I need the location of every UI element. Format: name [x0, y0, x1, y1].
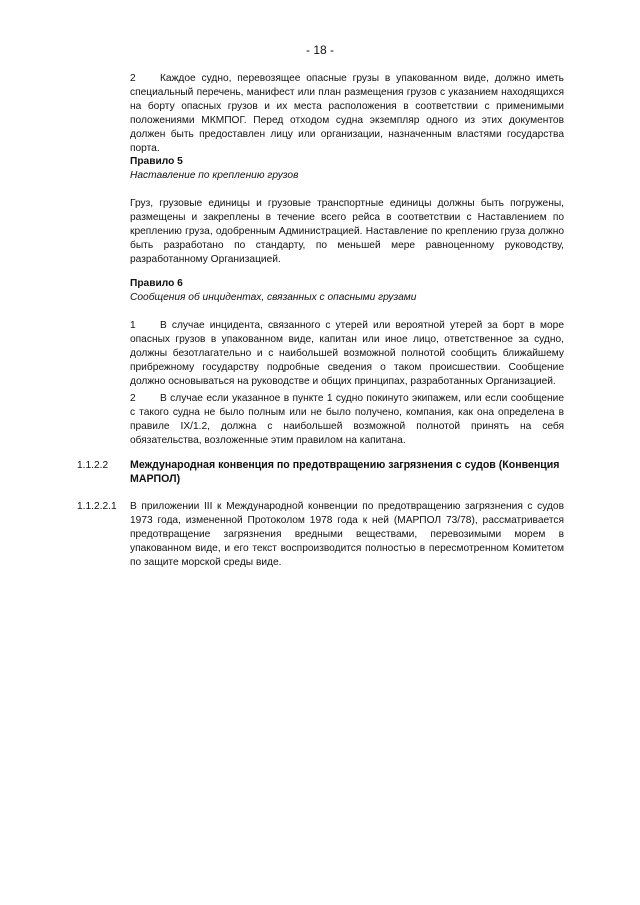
paragraph-number: 2 — [130, 393, 136, 404]
rule-5-subtitle: Наставление по креплению грузов — [130, 169, 299, 181]
paragraph-2-cargo-list — [130, 72, 564, 155]
rule-5-title: Правило 5 — [130, 156, 183, 167]
rule-6-paragraph-1 — [130, 319, 564, 389]
paragraph-number: 1 — [130, 320, 136, 331]
page-number: - 18 - — [305, 43, 334, 57]
paragraph-text: Каждое судно, перевозящее опасные грузы в упакованном виде, должно иметь специальный перечень, манифест или план размещения грузов с указанием находящихся на борту опасных грузов и их места расположения в соответствии с применимыми положениями МКМПОГ. Перед отходом судна экземпляр одного из этих документов должен быть предоставлен лицу или организации, назначенным властями государства порта. — [130, 73, 564, 154]
paragraph-number: 2 — [130, 73, 136, 84]
section-1122-title: Международная конвенция по предотвращению загрязнения с судов (Конвенция МАРПОЛ) — [130, 459, 560, 485]
section-1122-number: 1.1.2.2 — [77, 460, 109, 471]
rule-6-subtitle: Сообщения об инцидентах, связанных с опасными грузами — [130, 291, 417, 303]
rule-6-paragraph-2 — [130, 392, 564, 448]
paragraph-text: В случае инцидента, связанного с утерей или вероятной утерей за борт в море опасных грузов в упакованном виде, капитан или иное лицо, ответственное за судно, должны безотлагательно и с наибольшей возможной полнотой сообщить ближайшему прибрежному государству подробные сведения о таком происшествии. Сообщение должно основываться на руководстве и общих принципах, разработанных Организацией. — [130, 320, 564, 387]
rule-5-text: Груз, грузовые единицы и грузовые транспортные единицы должны быть погружены, размещены и закреплены в течение всего рейса в соответствии с Наставлением по креплению груза, одобренным Администрацией. Наставление по креплению груза должно быть разработано по стандарту, по меньшей мере равноценному руководству, разработанному Организацией. — [130, 198, 564, 265]
rule-6-heading — [130, 277, 564, 304]
rule-6-title: Правило 6 — [130, 278, 183, 289]
paragraph-text: В случае если указанное в пункте 1 судно покинуто экипажем, или если сообщение с такого судна не было полным или не было получено, компания, как она определена в правиле IX/1.2, должна с наибольшей возможной полнотой принять на себя обязательства, возложенные этим правилом на капитана. — [130, 393, 564, 446]
rule-5-heading — [130, 155, 564, 182]
section-11221-number: 1.1.2.2.1 — [77, 501, 117, 512]
section-11221-text: В приложении III к Международной конвенции по предотвращению загрязнения с судов 1973 года, измененной Протоколом 1978 года к ней (МАРПОЛ 73/78), рассматривается предотвращение загрязнения вредными веществами, перевозимыми морем в упакованном виде, и его текст воспроизводится полностью в пересмотренном Комитетом по защите морской среды виде. — [130, 501, 564, 568]
